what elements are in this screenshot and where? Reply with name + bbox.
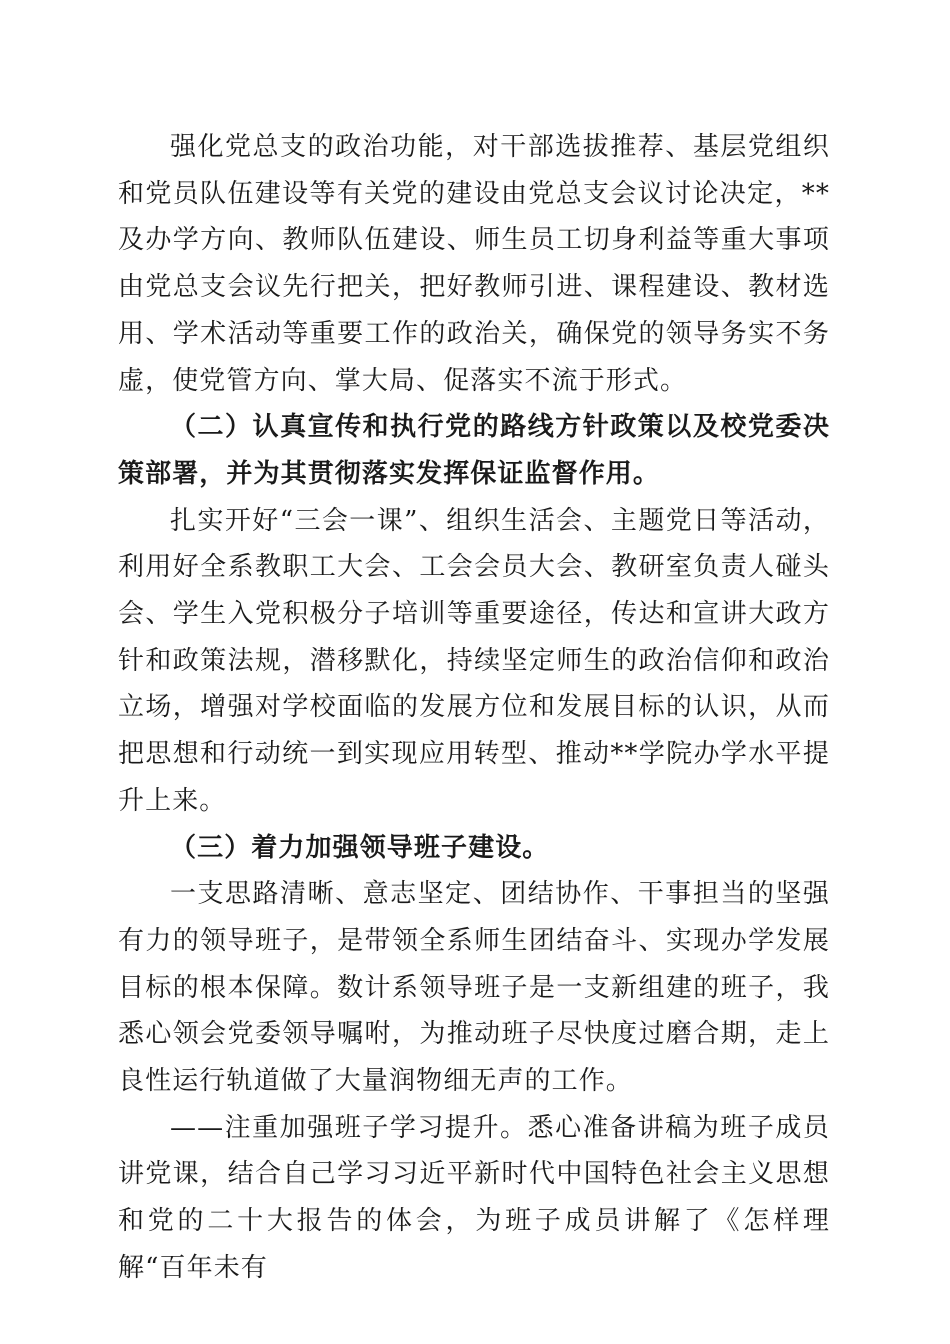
paragraph-party-branch-political-function: 强化党总支的政治功能，对干部选拔推荐、基层党组织和党员队伍建设等有关党的建设由党总支会议讨论决定，**及办学方向、教师队伍建设、师生员工切身利益等重大事项由党总支会议先行把关，把好教师引进、课程建设、教材选用、学术活动等重要工作的政治关，确保党的领导务实不务虚，使党管方向、掌大局、促落实不流于形式。 <box>118 132 830 396</box>
paragraph-meetings-and-propaganda: 扎实开好“三会一课”、组织生活会、主题党日等活动，利用好全系教职工大会、工会会员大会、教研室负责人碰头会、学生入党积极分子培训等重要途径，传达和宣讲大政方针和政策法规，潜移默化，持续坚定师生的政治信仰和政治立场，增强对学校面临的发展方位和发展目标的认识，从而把思想和行动统一到实现应用转型、推动**学院办学水平提升上来。 <box>118 505 830 816</box>
document-body <box>118 124 830 1292</box>
paragraph-leadership-team: 一支思路清晰、意志坚定、团结协作、干事担当的坚强有力的领导班子，是带领全系师生团结奋斗、实现办学发展目标的根本保障。数计系领导班子是一支新组建的班子，我悉心领会党委领导嘱咐，为推动班子尽快度过磨合期，走上良性运行轨道做了大量润物细无声的工作。 <box>118 879 830 1097</box>
section-heading-two: （二）认真宣传和执行党的路线方针政策以及校党委决策部署，并为其贯彻落实发挥保证监督作用。 <box>118 412 830 489</box>
paragraph-team-study: ——注重加强班子学习提升。悉心准备讲稿为班子成员讲党课，结合自己学习习近平新时代中国特色社会主义思想和党的二十大报告的体会，为班子成员讲解了《怎样理解“百年未有 <box>118 1112 830 1283</box>
section-heading-three: （三）着力加强领导班子建设。 <box>170 832 550 863</box>
